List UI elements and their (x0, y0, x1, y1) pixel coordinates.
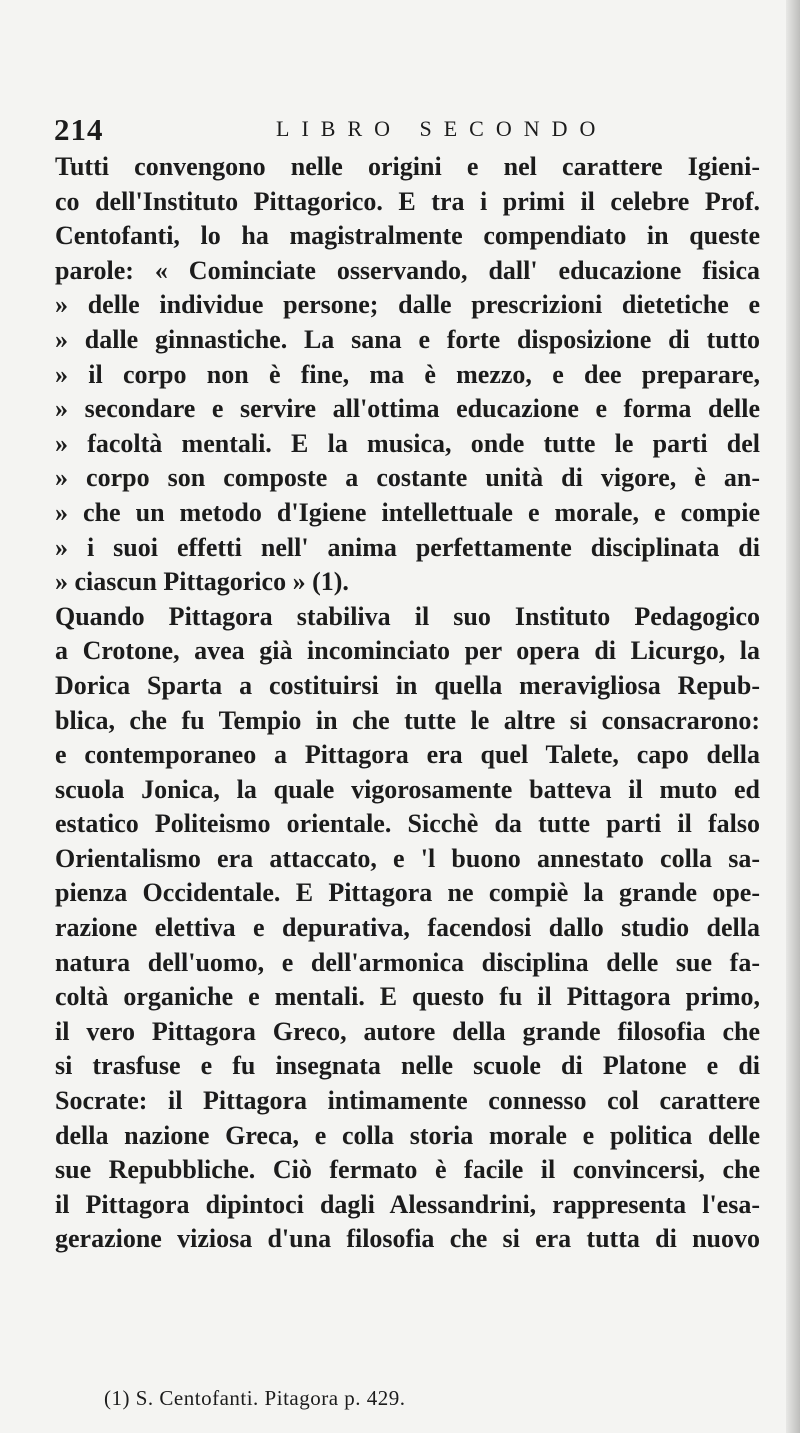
text-line: » ciascun Pittagorico » (1). (55, 567, 349, 597)
text-line: » che un metodo d'Igiene intellettuale e morale, e compie (55, 497, 760, 527)
text-line: il vero Pittagora Greco, autore della grande filosofia che (55, 1016, 760, 1046)
text-line: e contemporaneo a Pittagora era quel Talete, capo della (55, 740, 760, 770)
text-line: estatico Politeismo orientale. Sicchè da tutte parti il falso (55, 809, 760, 839)
text-line: » il corpo non è fine, ma è mezzo, e dee preparare, (55, 359, 760, 389)
text-line: » delle individue persone; dalle prescrizioni dietetiche e (55, 290, 760, 320)
text-line: blica, che fu Tempio in che tutte le altre si consacrarono: (55, 705, 760, 735)
text-line: Quando Pittagora stabiliva il suo Instituto Pedagogico (55, 601, 760, 631)
text-line: si trasfuse e fu insegnata nelle scuole di Platone e di (55, 1051, 760, 1081)
page-number: 214 (54, 112, 104, 147)
text-line: il Pittagora dipintoci dagli Alessandrini, rappresenta l'esa- (55, 1189, 760, 1219)
text-line: » corpo son composte a costante unità di vigore, è an- (55, 463, 760, 493)
text-line: Dorica Sparta a costituirsi in quella meravigliosa Repub- (55, 670, 760, 700)
text-line: » i suoi effetti nell' anima perfettamente disciplinata di (55, 532, 760, 562)
text-line: natura dell'uomo, e dell'armonica disciplina delle sue fa- (55, 947, 760, 977)
text-line: pienza Occidentale. E Pittagora ne compiè la grande ope- (55, 878, 760, 908)
text-line: » facoltà mentali. E la musica, onde tutte le parti del (55, 428, 760, 458)
text-line: a Crotone, avea già incominciato per opera di Licurgo, la (55, 636, 760, 666)
text-line: Orientalismo era attaccato, e 'l buono annestato colla sa- (55, 843, 760, 873)
text-line: gerazione viziosa d'una filosofia che si era tutta di nuovo (55, 1224, 760, 1254)
page-header (54, 112, 759, 152)
text-line: della nazione Greca, e colla storia morale e politica delle (55, 1120, 760, 1150)
text-line: scuola Jonica, la quale vigorosamente batteva il muto ed (55, 774, 760, 804)
text-line: » dalle ginnastiche. La sana e forte disposizione di tutto (55, 324, 760, 354)
text-line: Tutti convengono nelle origini e nel carattere Igieni- (55, 152, 760, 181)
page-edge (786, 0, 800, 1433)
body-text (55, 150, 760, 1257)
text-line: Socrate: il Pittagora intimamente connesso col carattere (55, 1086, 760, 1116)
running-head: LIBRO SECONDO (276, 116, 608, 141)
text-line: Centofanti, lo ha magistralmente compendiato in queste (55, 221, 760, 251)
text-line: » secondare e servire all'ottima educazione e forma delle (55, 394, 760, 424)
text-line: sue Repubbliche. Ciò fermato è facile il convincersi, che (55, 1155, 760, 1185)
text-line: coltà organiche e mentali. E questo fu il Pittagora primo, (55, 982, 760, 1012)
text-line: razione elettiva e depurativa, facendosi dallo studio della (55, 913, 760, 943)
footnote: (1) S. Centofanti. Pitagora p. 429. (104, 1386, 406, 1410)
text-line: co dell'Instituto Pittagorico. E tra i primi il celebre Prof. (55, 186, 760, 216)
text-line: parole: « Cominciate osservando, dall' educazione fisica (55, 255, 760, 285)
